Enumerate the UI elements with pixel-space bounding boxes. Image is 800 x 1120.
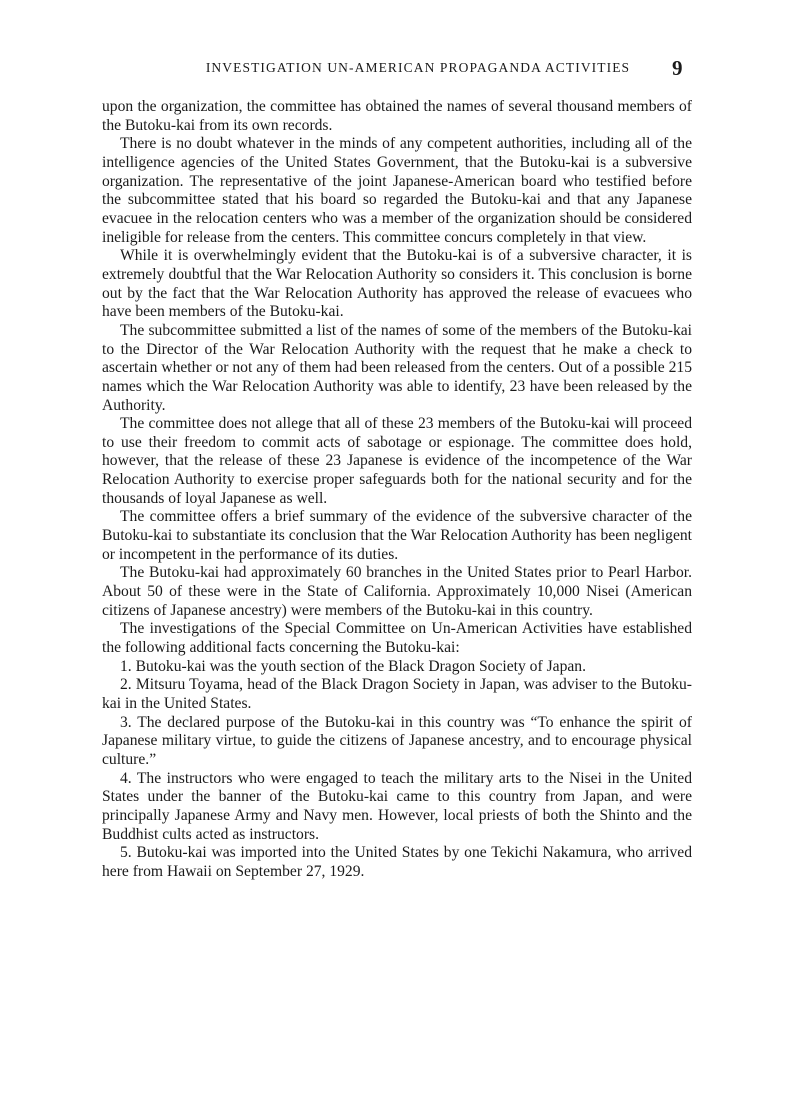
paragraph: The committee does not allege that all of these 23 members of the Butoku-kai will proceed to use their freedom to commit acts of sabotage or espionage. The committee does hold, however, that the release of these 23 Japanese is evidence of the incompetence of the War Relocation Authority to exercise proper safeguards both for the national security and for the thousands of loyal Japanese as well. — [102, 415, 692, 507]
numbered-fact: 2. Mitsuru Toyama, head of the Black Dragon Society in Japan, was adviser to the Butoku-kai in the United States. — [102, 676, 692, 712]
numbered-fact: 4. The instructors who were engaged to teach the military arts to the Nisei in the United States under the banner of the Butoku-kai came to this country from Japan, and were principally Japanese Army and Navy men. However, local priests of both the Shinto and the Buddhist cults acted as instructors. — [102, 769, 692, 843]
paragraph: The committee offers a brief summary of the evidence of the subversive character of the Butoku-kai to substantiate its conclusion that the War Relocation Authority has been negligent or incompetent in the performance of its duties. — [102, 508, 692, 563]
paragraph: There is no doubt whatever in the minds of any competent authorities, including all of the intelligence agencies of the United States Government, that the Butoku-kai is a subversive organization. The representative of the joint Japanese-American board who testified before the subcommittee stated that his board so regarded the Butoku-kai and that any Japanese evacuee in the relocation centers who was a member of the organization should be considered ineligible for release from the centers. This committee concurs completely in that view. — [102, 135, 692, 246]
paragraph: The Butoku-kai had approximately 60 branches in the United States prior to Pearl Harbor. About 50 of these were in the State of California. Approximately 10,000 Nisei (American citizens of Japanese ancestry) were members of the Butoku-kai in this country. — [102, 564, 692, 619]
paragraph: While it is overwhelmingly evident that the Butoku-kai is of a subversive character, it is extremely doubtful that the War Relocation Authority so considers it. This conclusion is borne out by the fact that the War Relocation Authority has approved the release of evacuees who have been members of the Butoku-kai. — [102, 247, 692, 321]
paragraph: The investigations of the Special Committee on Un-American Activities have established the following additional facts concerning the Butoku-kai: — [102, 620, 692, 657]
numbered-fact: 1. Butoku-kai was the youth section of the Black Dragon Society of Japan. — [120, 657, 586, 675]
paragraph: The subcommittee submitted a list of the names of some of the members of the Butoku-kai to the Director of the War Relocation Authority with the request that he make a check to ascertain whether or not any of them had been released from the centers. Out of a possible 215 names which the War Relocation Authority was able to identify, 23 have been released by the Authority. — [102, 321, 692, 414]
numbered-fact: 5. Butoku-kai was imported into the United States by one Tekichi Nakamura, who arrived here from Hawaii on September 27, 1929. — [102, 844, 692, 880]
running-header-title: INVESTIGATION UN-AMERICAN PROPAGANDA ACTIVITIES — [205, 60, 631, 75]
body-text — [102, 98, 692, 882]
numbered-fact: 3. The declared purpose of the Butoku-kai in this country was “To enhance the spirit of Japanese military virtue, to guide the citizens of Japanese ancestry, and to encourage physical culture.” — [102, 713, 692, 768]
page-number: 9 — [672, 56, 683, 80]
paragraph: upon the organization, the committee has obtained the names of several thousand members of the Butoku-kai from its own records. — [102, 98, 692, 134]
